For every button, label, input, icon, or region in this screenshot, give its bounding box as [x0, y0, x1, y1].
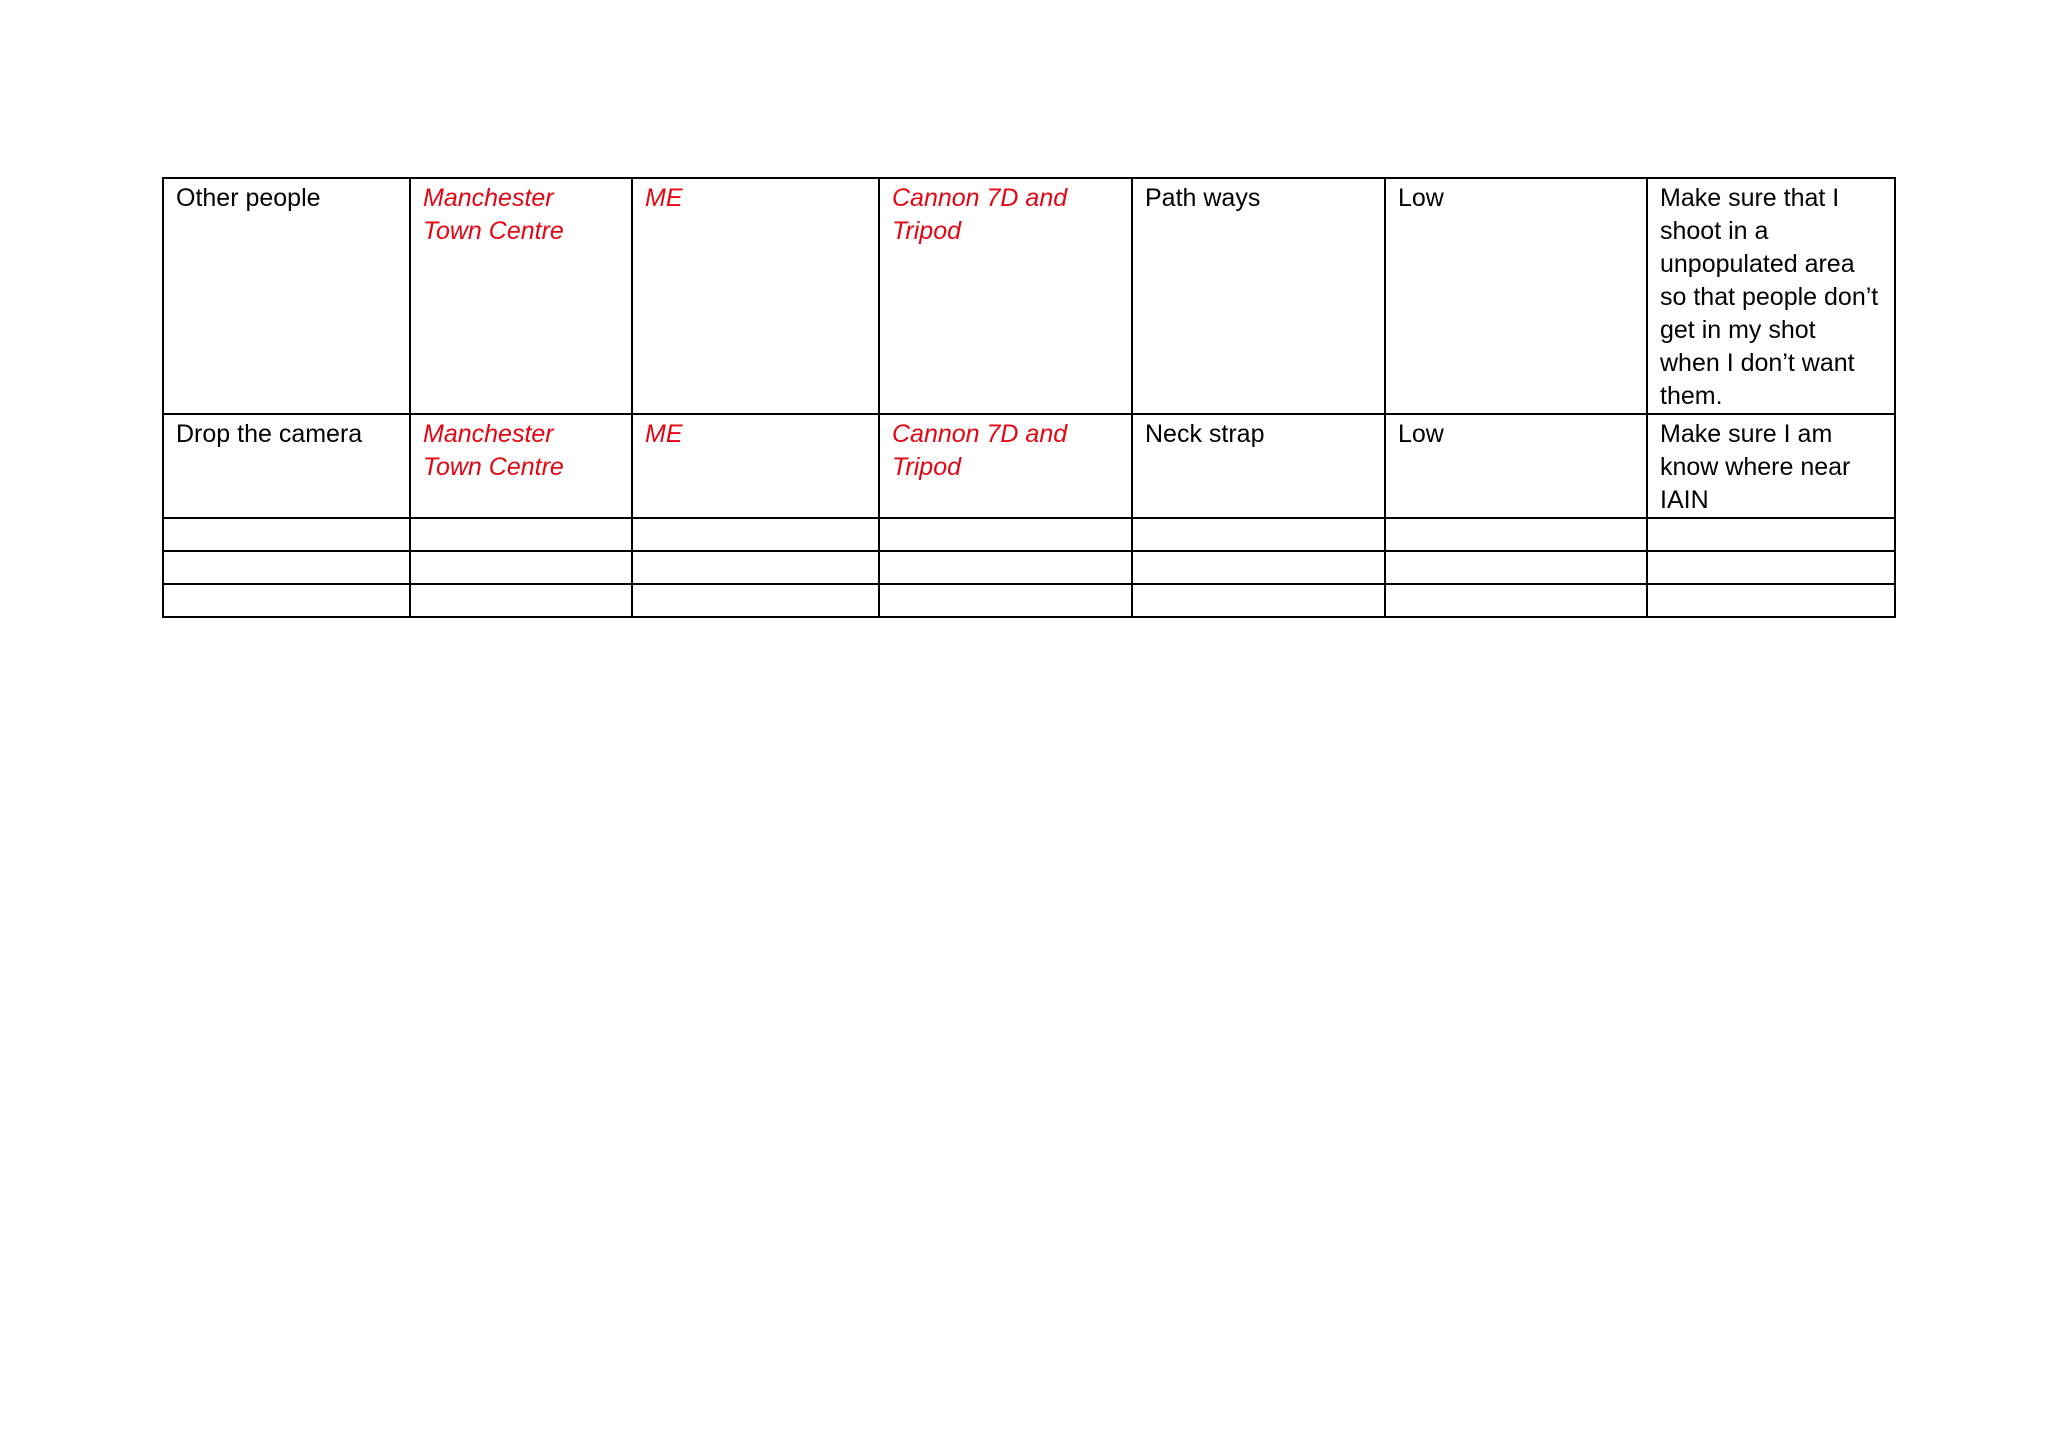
hazard-cell: Other people — [163, 178, 410, 414]
table-row — [163, 414, 1895, 518]
risk-assessment-table — [162, 177, 1896, 618]
empty-cell — [410, 518, 632, 551]
cause-cell: Neck strap — [1132, 414, 1385, 518]
empty-cell — [1647, 518, 1895, 551]
empty-cell — [1132, 551, 1385, 584]
who-cell: ME — [632, 178, 879, 414]
empty-cell — [1385, 551, 1647, 584]
empty-cell — [1385, 584, 1647, 617]
empty-cell — [1132, 518, 1385, 551]
cause-cell: Path ways — [1132, 178, 1385, 414]
empty-cell — [879, 518, 1132, 551]
empty-cell — [879, 551, 1132, 584]
location-cell: Manchester Town Centre — [410, 414, 632, 518]
table-row — [163, 178, 1895, 414]
empty-cell — [1647, 584, 1895, 617]
hazard-cell: Drop the camera — [163, 414, 410, 518]
location-cell: Manchester Town Centre — [410, 178, 632, 414]
empty-cell — [632, 551, 879, 584]
equipment-cell: Cannon 7D and Tripod — [879, 178, 1132, 414]
empty-cell — [1385, 518, 1647, 551]
empty-cell — [879, 584, 1132, 617]
empty-cell — [410, 551, 632, 584]
empty-cell — [1132, 584, 1385, 617]
who-cell: ME — [632, 414, 879, 518]
empty-cell — [632, 518, 879, 551]
empty-table-row — [163, 518, 1895, 551]
empty-cell — [163, 584, 410, 617]
empty-cell — [163, 518, 410, 551]
risk-level-cell: Low — [1385, 178, 1647, 414]
empty-table-row — [163, 584, 1895, 617]
empty-cell — [163, 551, 410, 584]
empty-table-row — [163, 551, 1895, 584]
equipment-cell: Cannon 7D and Tripod — [879, 414, 1132, 518]
control-measure-cell: Make sure that I shoot in a unpopulated area so that people don’t get in my shot when I don’t want them. — [1647, 178, 1895, 414]
empty-cell — [410, 584, 632, 617]
risk-level-cell: Low — [1385, 414, 1647, 518]
empty-cell — [1647, 551, 1895, 584]
empty-cell — [632, 584, 879, 617]
control-measure-cell: Make sure I am know where near IAIN — [1647, 414, 1895, 518]
